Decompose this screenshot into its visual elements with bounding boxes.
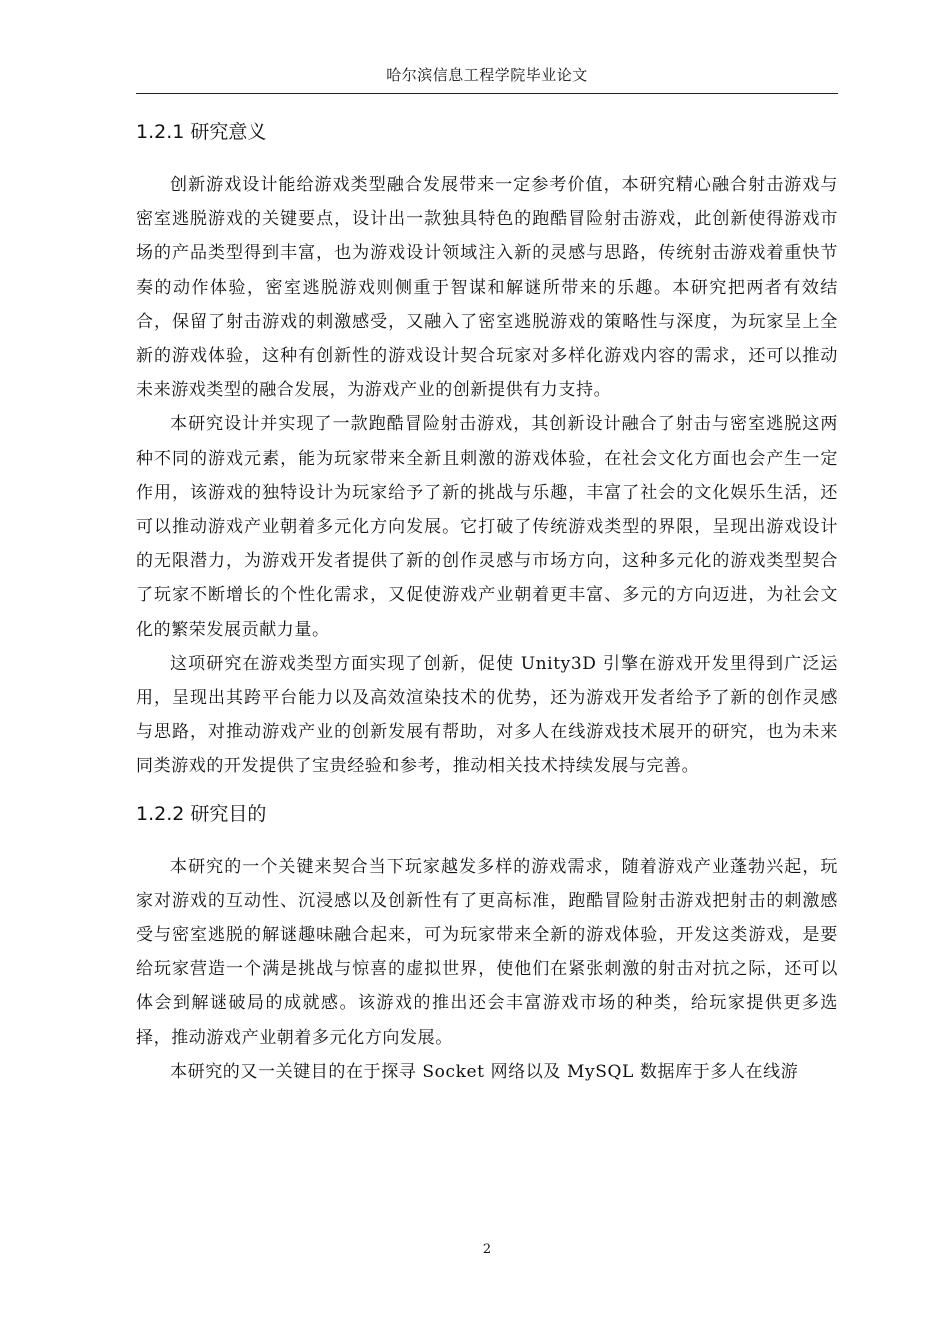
- paragraph-purpose-2: 本研究的又一关键目的在于探寻 Socket 网络以及 MySQL 数据库于多人在线游: [170, 1061, 799, 1082]
- page-number: 2: [482, 1242, 492, 1257]
- body-content: [136, 116, 838, 1089]
- paragraph-significance-2: 本研究设计并实现了一款跑酷冒险射击游戏，其创新设计融合了射击与密室逃脱这两种不同的游戏元素，能为玩家带来全新且刺激的游戏体验，在社会文化方面也会产生一定作用，该游戏的独特设计为玩家给予了新的挑战与乐趣，丰富了社会的文化娱乐生活，还可以推动游戏产业朝着多元化方向发展。它打破了传统游戏类型的界限，呈现出游戏设计的无限潜力，为游戏开发者提供了新的创作灵感与市场方向，这种多元化的游戏类型契合了玩家不断增长的个性化需求，又促使游戏产业朝着更丰富、多元的方向迈进，为社会文化的繁荣发展贡献力量。: [136, 414, 838, 640]
- section-heading-research-significance: 1.2.1 研究意义: [136, 121, 267, 143]
- paragraph-significance-1: 创新游戏设计能给游戏类型融合发展带来一定参考价值，本研究精心融合射击游戏与密室逃脱游戏的关键要点，设计出一款独具特色的跑酷冒险射击游戏，此创新使得游戏市场的产品类型得到丰富，也为游戏设计领域注入新的灵感与思路，传统射击游戏着重快节奏的动作体验，密室逃脱游戏则侧重于智谋和解谜所带来的乐趣。本研究把两者有效结合，保留了射击游戏的刺激感受，又融入了密室逃脱游戏的策略性与深度，为玩家呈上全新的游戏体验，这种有创新性的游戏设计契合玩家对多样化游戏内容的需求，还可以推动未来游戏类型的融合发展，为游戏产业的创新提供有力支持。: [136, 175, 838, 401]
- running-header: 哈尔滨信息工程学院毕业论文: [386, 66, 588, 84]
- paragraph-significance-3: 这项研究在游戏类型方面实现了创新，促使 Unity3D 引擎在游戏开发里得到广泛运用，呈现出其跨平台能力以及高效渲染技术的优势，还为游戏开发者给予了新的创作灵感与思路，对推动游戏产业的创新发展有帮助，对多人在线游戏技术展开的研究，也为未来同类游戏的开发提供了宝贵经验和参考，推动相关技术持续发展与完善。: [136, 653, 838, 777]
- header-divider: [136, 93, 838, 94]
- section-heading-research-purpose: 1.2.2 研究目的: [136, 802, 267, 825]
- paragraph-purpose-1: 本研究的一个关键来契合当下玩家越发多样的游戏需求，随着游戏产业蓬勃兴起，玩家对游戏的互动性、沉浸感以及创新性有了更高标准，跑酷冒险射击游戏把射击的刺激感受与密室逃脱的解谜趣味融合起来，可为玩家带来全新的游戏体验，开发这类游戏，是要给玩家营造一个满是挑战与惊喜的虚拟世界，使他们在紧张刺激的射击对抗之际，还可以体会到解谜破局的成就感。该游戏的推出还会丰富游戏市场的种类，给玩家提供更多选择，推动游戏产业朝着多元化方向发展。: [136, 856, 838, 1048]
